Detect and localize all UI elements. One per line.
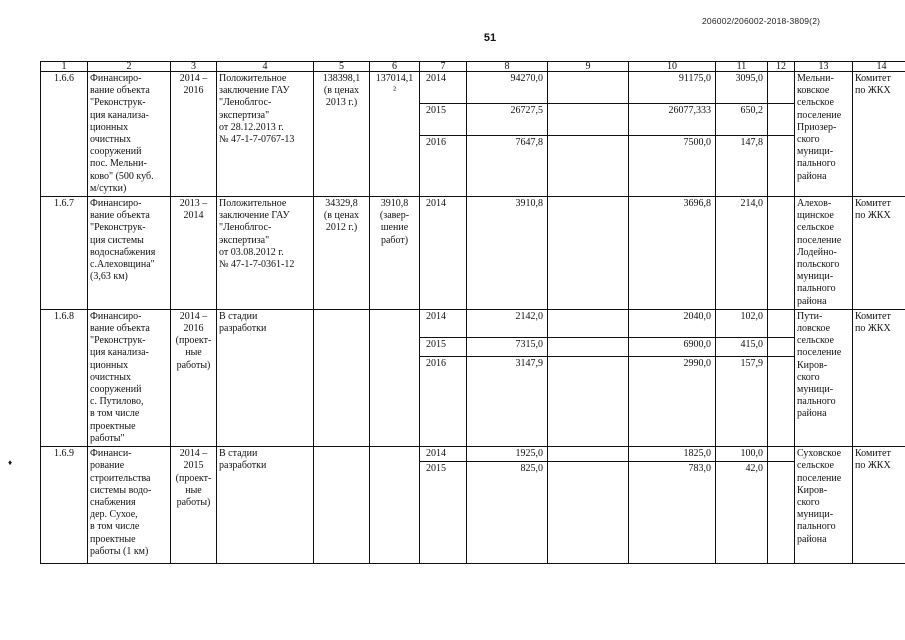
header-cell: 9: [548, 62, 629, 72]
col9-cell: [548, 337, 629, 356]
total-cell: 825,0: [467, 462, 548, 564]
col9-cell: [548, 135, 629, 196]
item-number: 1.6.6: [41, 72, 88, 197]
col12-cell: [768, 197, 795, 310]
col11-cell: 42,0: [716, 462, 768, 564]
col10-cell: 6900,0: [629, 337, 716, 356]
year-cell: 2015: [420, 462, 467, 564]
item-number: 1.6.8: [41, 309, 88, 446]
col12-cell: [768, 135, 795, 196]
header-cell: 2: [88, 62, 171, 72]
item-name: Финансиро- вание объекта "Реконструк- ция канализа- ционных очистных сооружений пос. Мельни- ково" (500 куб. м/сутки): [88, 72, 171, 197]
year-cell: 2016: [420, 357, 467, 447]
header-cell: 6: [370, 62, 420, 72]
col9-cell: [548, 447, 629, 462]
col10-cell: 26077,333: [629, 103, 716, 135]
item-responsible: Комитет по ЖКХ: [853, 72, 905, 197]
total-cell: 7647,8: [467, 135, 548, 196]
item-remaining: 3910,8 (завер- шение работ): [370, 197, 420, 310]
item-name: Финанси- рование строительства системы водо- снабжения дер. Сухое, в том числе проектные работы (1 км): [88, 447, 171, 564]
header-cell: 4: [217, 62, 314, 72]
year-cell: 2014: [420, 447, 467, 462]
col11-cell: 157,9: [716, 357, 768, 447]
col10-cell: 2040,0: [629, 309, 716, 337]
col12-cell: [768, 103, 795, 135]
total-cell: 3147,9: [467, 357, 548, 447]
item-recipient: Алехов- щинское сельское поселение Лодейно- польского муници- пального района: [795, 197, 853, 310]
item-expertise: В стадии разработки: [217, 447, 314, 564]
item-expertise: В стадии разработки: [217, 309, 314, 446]
col10-cell: 91175,0: [629, 72, 716, 104]
item-expertise: Положительное заключение ГАУ "Леноблгос- экспертиза" от 03.08.2012 г. № 47-1-7-0361-12: [217, 197, 314, 310]
year-cell: 2015: [420, 103, 467, 135]
col11-cell: 3095,0: [716, 72, 768, 104]
header-cell: 13: [795, 62, 853, 72]
header-cell: 11: [716, 62, 768, 72]
total-cell: 3910,8: [467, 197, 548, 310]
col11-cell: 650,2: [716, 103, 768, 135]
table-row: [41, 309, 905, 337]
item-number: 1.6.9: [41, 447, 88, 564]
col12-cell: [768, 309, 795, 337]
col10-cell: 783,0: [629, 462, 716, 564]
col11-cell: 214,0: [716, 197, 768, 310]
item-period: 2014 – 2016 (проект- ные работы): [171, 309, 217, 446]
item-cost: 138398,1 (в ценах 2013 г.): [314, 72, 370, 197]
item-period: 2014 – 2015 (проект- ные работы): [171, 447, 217, 564]
item-number: 1.6.7: [41, 197, 88, 310]
program-table: [40, 61, 905, 564]
item-responsible: Комитет по ЖКХ: [853, 197, 905, 310]
col10-cell: 7500,0: [629, 135, 716, 196]
col12-cell: [768, 337, 795, 356]
col12-cell: [768, 72, 795, 104]
header-cell: 5: [314, 62, 370, 72]
table-row: [41, 447, 905, 462]
header-cell: 1: [41, 62, 88, 72]
year-cell: 2016: [420, 135, 467, 196]
item-period: 2014 – 2016: [171, 72, 217, 197]
item-remaining: 137014,1 ²: [370, 72, 420, 197]
margin-marker: ♦: [8, 458, 13, 467]
header-row: [41, 62, 905, 72]
item-remaining: [370, 447, 420, 564]
page-number: 51: [483, 32, 497, 44]
year-cell: 2014: [420, 72, 467, 104]
table-row: [41, 72, 905, 104]
item-cost: [314, 447, 370, 564]
total-cell: 26727,5: [467, 103, 548, 135]
total-cell: 1925,0: [467, 447, 548, 462]
item-cost: 34329,8 (в ценах 2012 г.): [314, 197, 370, 310]
item-period: 2013 – 2014: [171, 197, 217, 310]
col10-cell: 2990,0: [629, 357, 716, 447]
item-responsible: Комитет по ЖКХ: [853, 447, 905, 564]
year-cell: 2015: [420, 337, 467, 356]
item-recipient: Мельни- ковское сельское поселение Приозер- ского муници- пального района: [795, 72, 853, 197]
col9-cell: [548, 309, 629, 337]
table-row: [41, 197, 905, 310]
header-cell: 12: [768, 62, 795, 72]
col12-cell: [768, 447, 795, 462]
header-cell: 8: [467, 62, 548, 72]
item-expertise: Положительное заключение ГАУ "Леноблгос- экспертиза" от 28.12.2013 г. № 47-1-7-0767-13: [217, 72, 314, 197]
year-cell: 2014: [420, 197, 467, 310]
item-recipient: Суховское сельское поселение Киров- ского муници- пального района: [795, 447, 853, 564]
header-cell: 10: [629, 62, 716, 72]
col9-cell: [548, 462, 629, 564]
total-cell: 94270,0: [467, 72, 548, 104]
col12-cell: [768, 357, 795, 447]
item-name: Финансиро- вание объекта "Реконструк- ция системы водоснабжения с.Алеховщина" (3,63 км): [88, 197, 171, 310]
col10-cell: 3696,8: [629, 197, 716, 310]
year-cell: 2014: [420, 309, 467, 337]
col11-cell: 147,8: [716, 135, 768, 196]
item-responsible: Комитет по ЖКХ: [853, 309, 905, 446]
item-remaining: [370, 309, 420, 446]
col9-cell: [548, 72, 629, 104]
col9-cell: [548, 357, 629, 447]
item-cost: [314, 309, 370, 446]
col9-cell: [548, 103, 629, 135]
col11-cell: 102,0: [716, 309, 768, 337]
col10-cell: 1825,0: [629, 447, 716, 462]
total-cell: 7315,0: [467, 337, 548, 356]
col11-cell: 415,0: [716, 337, 768, 356]
document-reference: 206002/206002-2018-3809(2): [702, 16, 821, 26]
total-cell: 2142,0: [467, 309, 548, 337]
header-cell: 3: [171, 62, 217, 72]
col9-cell: [548, 197, 629, 310]
header-cell: 14: [853, 62, 905, 72]
item-recipient: Пути- ловское сельское поселение Киров- ского муници- пального района: [795, 309, 853, 446]
header-cell: 7: [420, 62, 467, 72]
item-name: Финансиро- вание объекта "Реконструк- ция канализа- ционных очистных сооружений с. Путилово, в том числе проектные работы": [88, 309, 171, 446]
col12-cell: [768, 462, 795, 564]
col11-cell: 100,0: [716, 447, 768, 462]
